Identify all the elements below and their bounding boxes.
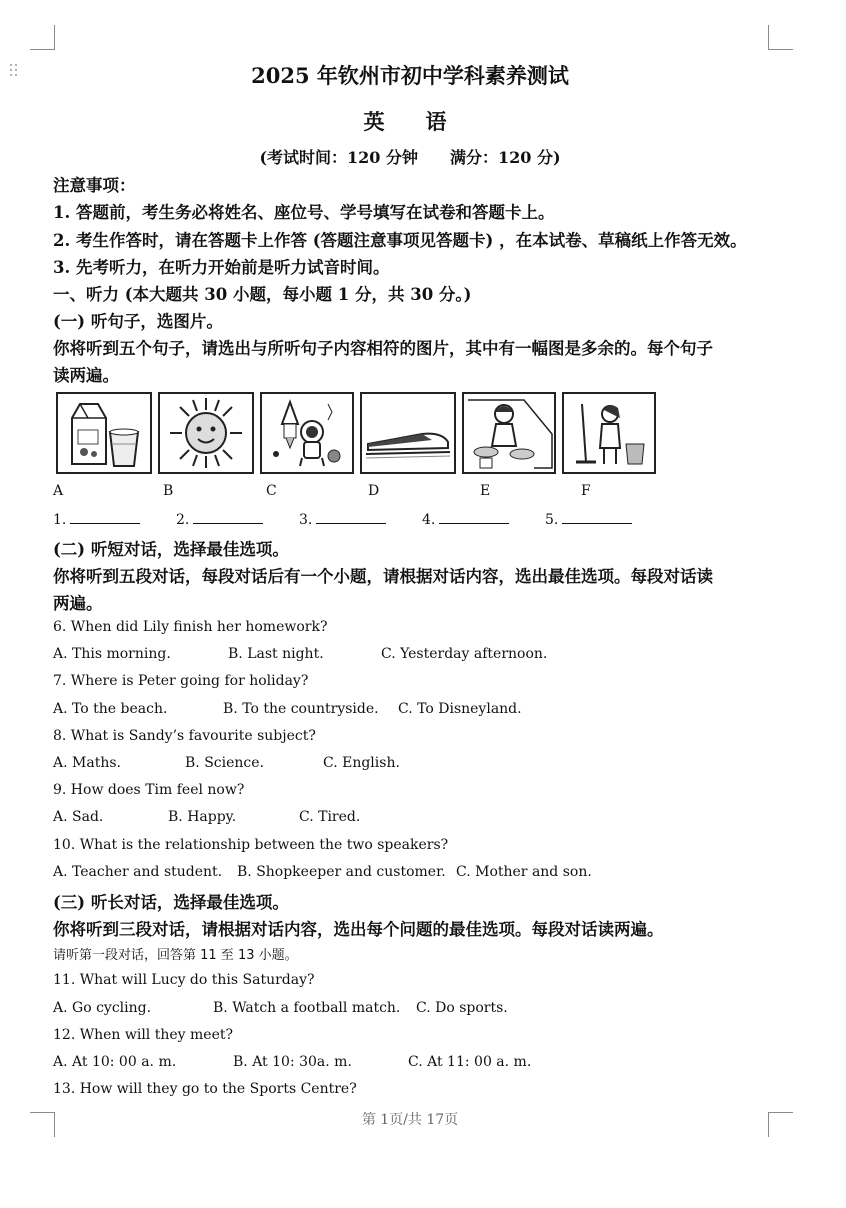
- note-item: 1. 答题前，考生务必将姓名、座位号、学号填写在试卷和答题卡上。: [53, 203, 555, 222]
- option[interactable]: B. To the countryside.: [223, 701, 379, 717]
- answer-blank-5[interactable]: 5.: [545, 510, 632, 528]
- part-instruction: 读两遍。: [53, 366, 119, 385]
- answer-blank-4[interactable]: 4.: [422, 510, 509, 528]
- picture-letter: E: [480, 483, 491, 499]
- girl-washing-dishes-icon: [462, 392, 556, 474]
- option[interactable]: B. Watch a football match.: [213, 1000, 401, 1016]
- crop-mark-top-right: [768, 25, 793, 50]
- exam-info: (考试时间：120 分钟 满分：120 分): [259, 148, 561, 167]
- part-instruction: 你将听到三段对话，请根据对话内容，选出每个问题的最佳选项。每段对话读两遍。: [53, 920, 664, 939]
- option[interactable]: C. Yesterday afternoon.: [381, 646, 548, 662]
- option[interactable]: A. Sad.: [53, 809, 104, 825]
- option[interactable]: A. Teacher and student.: [53, 864, 223, 880]
- question: 7. Where is Peter going for holiday?: [53, 673, 309, 689]
- question: 11. What will Lucy do this Saturday?: [53, 972, 315, 988]
- part-instruction: 两遍。: [53, 594, 103, 613]
- option[interactable]: C. At 11: 00 a. m.: [408, 1054, 532, 1070]
- high-speed-train-icon: [360, 392, 456, 474]
- notes-heading: 注意事项：: [53, 176, 136, 195]
- part-instruction: 你将听到五个句子，请选出与所听句子内容相符的图片，其中有一幅图是多余的。每个句子: [53, 339, 713, 358]
- part-heading: (一) 听句子，选图片。: [53, 312, 223, 331]
- question: 12. When will they meet?: [53, 1027, 234, 1043]
- smiling-sun-icon: [158, 392, 254, 474]
- question: 13. How will they go to the Sports Centre?: [53, 1081, 357, 1097]
- sub-instruction: 请听第一段对话，回答第 11 至 13 小题。: [53, 948, 298, 963]
- question: 10. What is the relationship between the two speakers?: [53, 837, 449, 853]
- picture-letter: D: [368, 483, 380, 499]
- note-item: 3. 先考听力，在听力开始前是听力试音时间。: [53, 258, 390, 277]
- option[interactable]: B. Happy.: [168, 809, 237, 825]
- option[interactable]: C. Do sports.: [416, 1000, 508, 1016]
- answer-blank-1[interactable]: 1.: [53, 510, 140, 528]
- page-number: 第 1页/共 17页: [361, 1112, 459, 1128]
- subject-title: 英 语: [363, 109, 457, 134]
- part-heading: (二) 听短对话，选择最佳选项。: [53, 540, 289, 559]
- option[interactable]: B. Shopkeeper and customer.: [237, 864, 446, 880]
- option[interactable]: A. To the beach.: [53, 701, 168, 717]
- option[interactable]: A. This morning.: [53, 646, 171, 662]
- picture-letter: B: [163, 483, 174, 499]
- astronaut-rocket-icon: [260, 392, 354, 474]
- picture-letter: C: [266, 483, 277, 499]
- option[interactable]: A. At 10: 00 a. m.: [53, 1054, 177, 1070]
- girl-mopping-floor-icon: [562, 392, 656, 474]
- picture-letter: A: [53, 483, 64, 499]
- option[interactable]: B. Science.: [185, 755, 264, 771]
- option[interactable]: C. Mother and son.: [456, 864, 592, 880]
- note-item: 2. 考生作答时，请在答题卡上作答 (答题注意事项见答题卡) ，在本试卷、草稿纸上作答无效。: [53, 231, 747, 250]
- crop-mark-top-left: [30, 25, 55, 50]
- question: 9. How does Tim feel now?: [53, 782, 245, 798]
- part-heading: (三) 听长对话，选择最佳选项。: [53, 893, 289, 912]
- option[interactable]: C. To Disneyland.: [398, 701, 522, 717]
- answer-blank-2[interactable]: 2.: [176, 510, 263, 528]
- option[interactable]: A. Maths.: [53, 755, 121, 771]
- exam-title: 2025 年钦州市初中学科素养测试: [251, 63, 569, 88]
- milk-carton-and-glass-icon: [56, 392, 152, 474]
- option[interactable]: C. Tired.: [299, 809, 361, 825]
- question: 6. When did Lily finish her homework?: [53, 619, 328, 635]
- option[interactable]: B. Last night.: [228, 646, 324, 662]
- section-heading: 一、听力 (本大题共 30 小题，每小题 1 分，共 30 分。): [53, 285, 472, 304]
- question: 8. What is Sandy’s favourite subject?: [53, 728, 316, 744]
- option[interactable]: A. Go cycling.: [53, 1000, 152, 1016]
- option[interactable]: C. English.: [323, 755, 400, 771]
- answer-blank-3[interactable]: 3.: [299, 510, 386, 528]
- part-instruction: 你将听到五段对话，每段对话后有一个小题，请根据对话内容，选出最佳选项。每段对话读: [53, 567, 713, 586]
- option[interactable]: B. At 10: 30a. m.: [233, 1054, 352, 1070]
- picture-letter: F: [581, 483, 591, 499]
